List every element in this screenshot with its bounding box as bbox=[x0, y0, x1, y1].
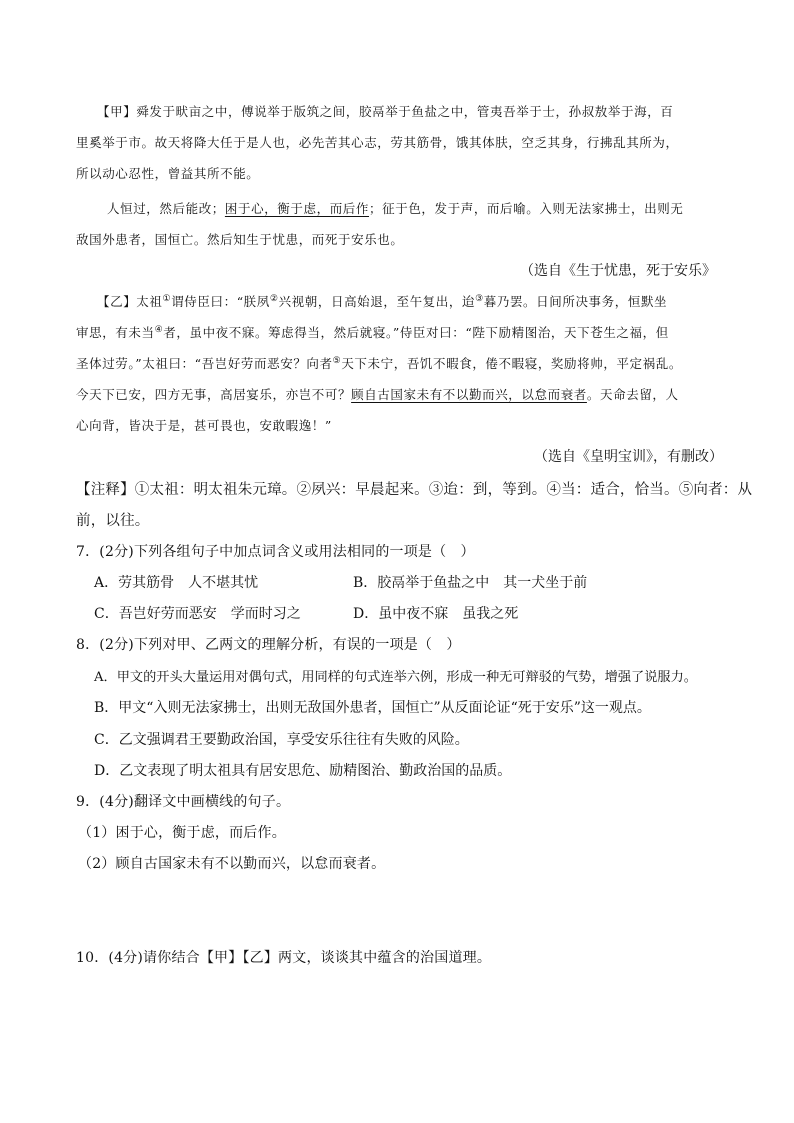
passage-yi-text: 【乙】太祖 bbox=[97, 294, 163, 309]
passage-jia-line-1: 【甲】舜发于畎亩之中，傅说举于版筑之间，胶鬲举于鱼盐之中，管夷吾举于士，孙叔敖举于海，百 bbox=[97, 104, 674, 119]
passage-jia-text: ；征于色，发于声，而后喻。入则无法家拂士，出则无 bbox=[369, 201, 684, 216]
passage-yi-text: 暮乃罢。日间所决事务，恒默坐 bbox=[483, 294, 668, 309]
question-8-stem: 8．(2分)下列对甲、乙两文的理解分析，有误的一项是（ ） bbox=[76, 637, 461, 653]
notes-line-1: 【注释】①太祖：明太祖朱元璋。②夙兴：早晨起来。③迨：到，等到。④当：适合，恰当。⑤向者：从 bbox=[76, 482, 753, 498]
note-marker: ② bbox=[269, 293, 279, 304]
passage-yi-line-5: 心向背，皆决于是，甚可畏也，安敢暇逸！” bbox=[76, 418, 332, 433]
passage-yi-line-2 bbox=[76, 323, 669, 341]
passage-yi-line-4 bbox=[76, 385, 679, 403]
question-7-stem: 7．(2分)下列各组句子中加点词含义或用法相同的一项是（ ） bbox=[76, 544, 475, 560]
passage-yi-text: 今天下已安，四方无事，高居宴乐，亦岂不可？ bbox=[76, 387, 352, 402]
question-8-option-d: D．乙文表现了明太祖具有居安思危、励精图治、勤政治国的品质。 bbox=[94, 763, 512, 779]
passage-yi-text: 者，虽中夜不寐。筹虑得当，然后就寝。”侍臣对曰：“陛下励精图治，天下苍生之福，但 bbox=[163, 325, 669, 340]
note-marker: ① bbox=[162, 293, 172, 304]
question-7-option-c: C．吾岂好劳而恶安 学而时习之 bbox=[94, 606, 301, 622]
passage-jia-line-4 bbox=[107, 199, 683, 217]
passage-yi-line-1 bbox=[97, 292, 667, 310]
question-9-sentence-1: （1）困于心，衡于虑，而后作。 bbox=[78, 825, 286, 841]
underlined-sentence-2: 顾自古国家未有不以勤而兴，以怠而衰者 bbox=[351, 387, 587, 402]
question-8-option-b: B．甲文“入则无法家拂士，出则无敌国外患者，国恒亡”从反面论证“死于安乐”这一观点。 bbox=[94, 700, 651, 716]
note-marker: ③ bbox=[475, 293, 484, 304]
passage-yi-text: 。天命去留，人 bbox=[586, 387, 679, 402]
question-8-option-a: A．甲文的开头大量运用对偶句式，用同样的句式连举六例，形成一种无可辩驳的气势，增强了说服力。 bbox=[94, 670, 697, 685]
passage-yi-text: 审思，有未当 bbox=[76, 325, 155, 340]
question-7-option-a: A．劳其筋骨 人不堪其忧 bbox=[94, 575, 259, 591]
passage-jia-source: （选自《生于忧患，死于安乐》 bbox=[520, 263, 716, 279]
passage-yi-text: 圣体过劳。”太祖曰：“吾岂好劳而恶安？向者 bbox=[76, 356, 333, 371]
question-7-option-d: D．虽中夜不寐 虽我之死 bbox=[353, 606, 519, 622]
question-9-sentence-2: （2）顾自古国家未有不以勤而兴，以怠而衰者。 bbox=[78, 856, 386, 872]
passage-yi-text: 天下未宁，吾饥不暇食，倦不暇寝，奖励将帅，平定祸乱。 bbox=[341, 356, 682, 371]
question-10-stem: 10．(4分)请你结合【甲】【乙】两文，谈谈其中蕴含的治国道理。 bbox=[76, 950, 492, 966]
passage-jia-line-2: 里奚举于市。故天将降大任于是人也，必先苦其心志，劳其筋骨，饿其体肤，空乏其身，行拂乱其所为， bbox=[76, 135, 679, 150]
passage-yi-text: 谓侍臣曰：“朕夙 bbox=[171, 294, 270, 309]
passage-jia-line-5: 敌国外患者，国恒亡。然后知生于忧患，而死于安乐也。 bbox=[76, 232, 404, 247]
notes-line-2: 前，以往。 bbox=[76, 513, 150, 529]
note-marker: ⑤ bbox=[332, 355, 342, 366]
question-9-stem: 9．(4分)翻译文中画横线的句子。 bbox=[76, 794, 291, 810]
passage-yi-text: 兴视朝，日高始退，至午复出，迨 bbox=[278, 294, 476, 309]
underlined-sentence-1: 困于心，衡于虑，而后作 bbox=[224, 201, 370, 216]
passage-jia-line-3: 所以动心忍性，曾益其所不能。 bbox=[76, 166, 260, 181]
passage-yi-source: （选自《皇明宝训》，有删改） bbox=[534, 449, 723, 465]
passage-yi-line-3 bbox=[76, 354, 682, 372]
passage-jia-text: 人恒过，然后能改； bbox=[107, 201, 225, 216]
note-marker: ④ bbox=[154, 324, 164, 335]
question-7-option-b: B．胶鬲举于鱼盐之中 其一犬坐于前 bbox=[353, 575, 588, 591]
question-8-option-c: C．乙文强调君王要勤政治国，享受安乐往往有失败的风险。 bbox=[94, 732, 469, 748]
